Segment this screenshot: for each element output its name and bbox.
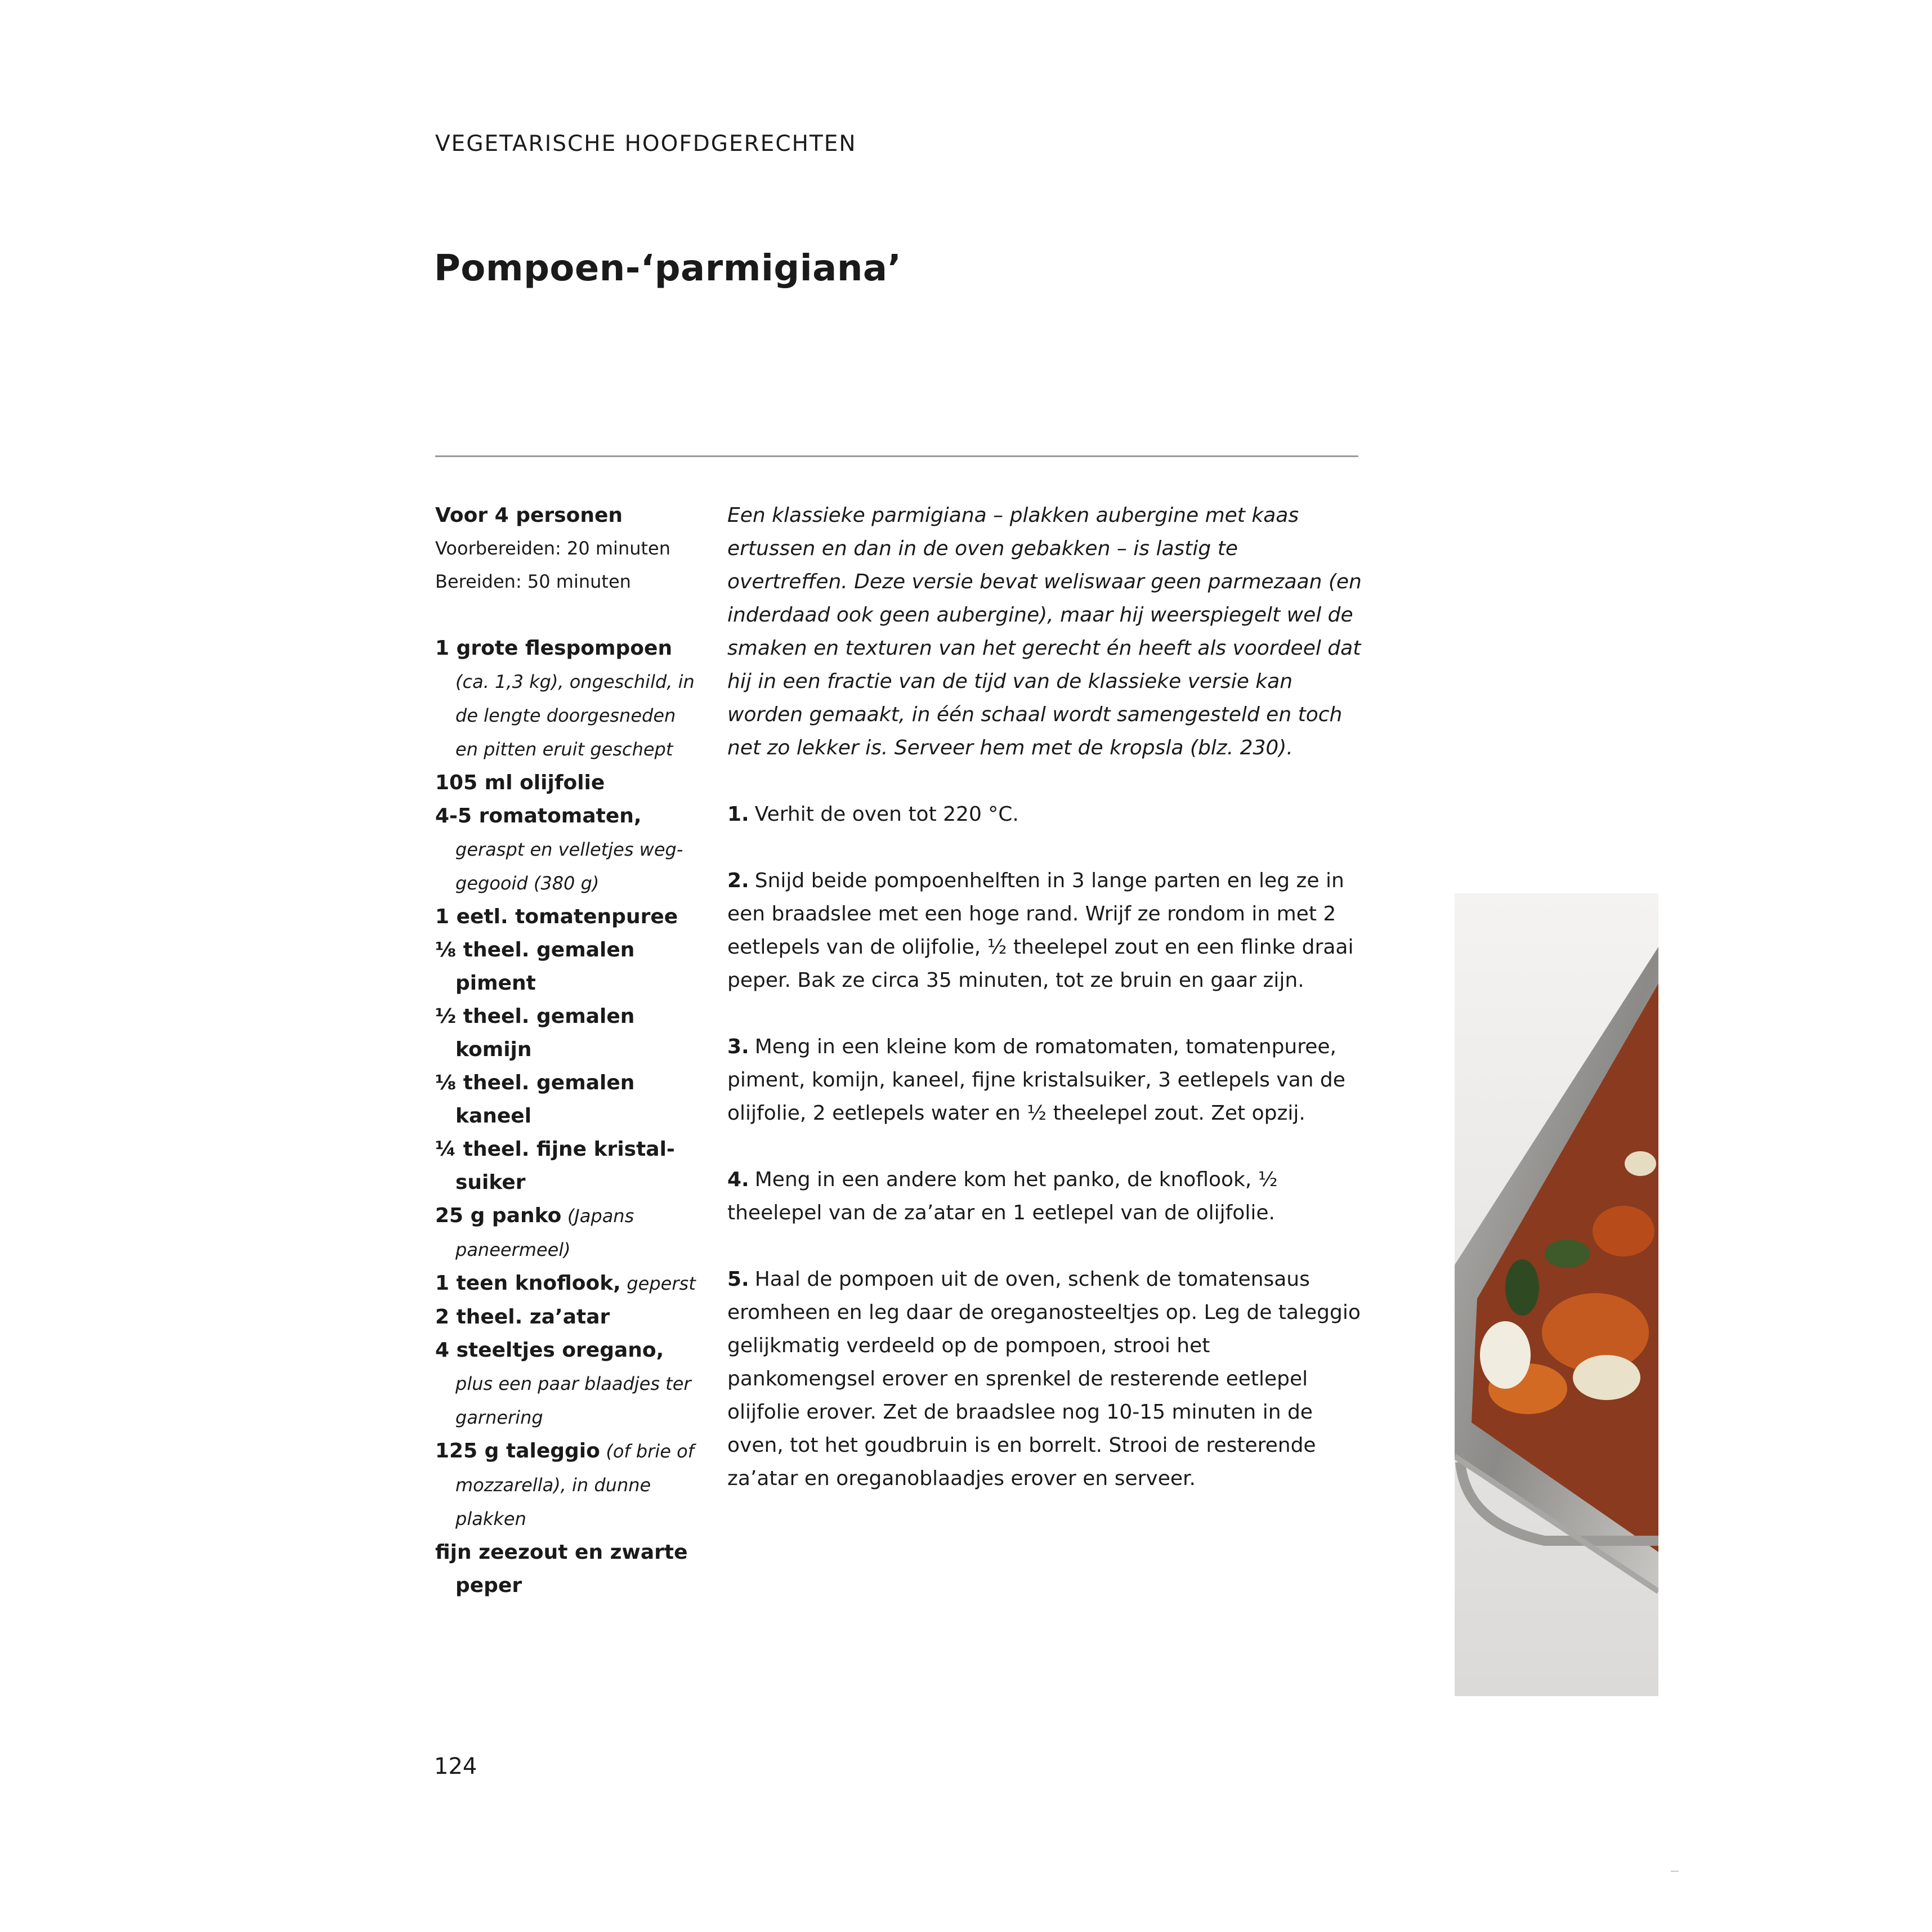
ingredient-item [435, 1133, 700, 1199]
servings: Voor 4 personen [435, 504, 623, 527]
ingredient-name: 1 grote flespompoen [435, 637, 673, 660]
ingredient-item [435, 1334, 700, 1434]
ingredient-name: 1 teen knoflook, [435, 1272, 621, 1295]
prep-time: Voorbereiden: 20 minuten [435, 538, 671, 559]
spacer [435, 598, 700, 632]
ingredient-name: ¼ theel. fijne kristal-suiker [435, 1138, 675, 1194]
ingredient-note: geraspt en velletjes weg-gegooid (380 g) [455, 839, 683, 894]
corner-mark [1671, 1871, 1679, 1872]
ingredient-name: ⅛ theel. gemalen kaneel [435, 1071, 635, 1128]
intro-text: Een klassieke parmigiana – plakken aubergine met kaas ertussen en dan in de oven gebakken – is lastig te overtreffen. Deze versie bevat weliswaar geen parmezaan (en inderdaad ook geen aubergine), maar hij weerspiegelt wel de smaken en texturen van het gerecht én heeft als voordeel dat hij in een fractie van de tijd van de klassieke versie kan worden gemaakt, in één schaal wordt samengesteld en toch net zo lekker is. Serveer hem met de kropsla (blz. 230). [727, 504, 1362, 759]
step-list [727, 798, 1363, 1495]
ingredient-name: fijn zeezout en zwarte peper [435, 1541, 688, 1597]
ingredient-note: (Japans paneermeel) [455, 1205, 634, 1260]
step-number: 3. [727, 1035, 749, 1058]
ingredient-item [435, 1267, 700, 1300]
ingredient-item [435, 766, 700, 799]
step-number: 2. [727, 869, 749, 892]
ingredient-list [435, 632, 700, 1602]
ingredient-note: (of brie of mozzarella), in dunne plakken [455, 1441, 694, 1530]
ingredient-name: 105 ml olijfolie [435, 771, 605, 794]
ingredient-name: ½ theel. gemalen komijn [435, 1005, 635, 1061]
cook-time: Bereiden: 50 minuten [435, 571, 631, 592]
ingredient-item [435, 1300, 700, 1334]
method-step [727, 1263, 1363, 1495]
step-text: Meng in een kleine kom de romatomaten, tomatenpuree, piment, komijn, kaneel, fijne kristalsuiker, 3 eetlepels van de olijfolie, 2 eetlepels water en ½ theelepel zout. Zet opzij. [727, 1035, 1345, 1125]
divider [435, 455, 1358, 457]
ingredient-name: 25 g panko [435, 1204, 562, 1227]
step-text: Haal de pompoen uit de oven, schenk de tomatensaus eromheen en leg daar de oreganosteeltjes op. Leg de taleggio gelijkmatig verdeeld op de pompoen, strooi het pankomengsel erover en sprenkel de resterende eetlepel olijfolie erover. Zet de braadslee nog 10-15 minuten in de oven, tot het goudbruin is en borrelt. Strooi de resterende za’atar en oreganoblaadjes erover en serveer. [727, 1268, 1361, 1490]
recipe-sidebar [435, 499, 700, 1602]
ingredient-item [435, 1536, 700, 1602]
method-step [727, 798, 1363, 831]
ingredient-name: 125 g taleggio [435, 1439, 600, 1463]
method-column [727, 499, 1363, 1528]
page-number: 124 [434, 1754, 477, 1779]
ingredient-note: geperst [627, 1273, 696, 1294]
ingredient-name: 1 eetl. tomatenpuree [435, 905, 678, 928]
ingredient-item [435, 1199, 700, 1267]
ingredient-item [435, 900, 700, 933]
ingredient-item [435, 799, 700, 900]
method-step [727, 1030, 1363, 1130]
method-step [727, 1163, 1363, 1229]
ingredient-item [435, 1066, 700, 1133]
step-number: 5. [727, 1268, 749, 1291]
ingredient-item [435, 933, 700, 1000]
ingredient-name: 4-5 romatomaten, [435, 804, 642, 828]
roasting-pan-illustration [1455, 893, 1658, 1696]
ingredient-item [435, 1000, 700, 1066]
ingredient-name: 4 steeltjes oregano, [435, 1339, 664, 1362]
section-heading: VEGETARISCHE HOOFDGERECHTEN [435, 131, 857, 156]
ingredient-name: 2 theel. za’atar [435, 1305, 610, 1329]
step-text: Meng in een andere kom het panko, de knoflook, ½ theelepel van de za’atar en 1 eetlepel van de olijfolie. [727, 1168, 1278, 1224]
recipe-title: Pompoen-‘parmigiana’ [434, 248, 902, 289]
method-step [727, 864, 1363, 997]
ingredient-name: ⅛ theel. gemalen piment [435, 938, 635, 995]
step-number: 1. [727, 803, 749, 826]
ingredient-item [435, 1434, 700, 1536]
ingredient-note: plus een paar blaadjes ter garnering [455, 1373, 691, 1428]
dish-photo [1455, 893, 1658, 1696]
step-number: 4. [727, 1168, 749, 1191]
ingredient-item [435, 632, 700, 766]
step-text: Snijd beide pompoenhelften in 3 lange parten en leg ze in een braadslee met een hoge rand. Wrijf ze rondom in met 2 eetlepels van de olijfolie, ½ theelepel zout en een flinke draai peper. Bak ze circa 35 minuten, tot ze bruin en gaar zijn. [727, 869, 1354, 992]
step-text: Verhit de oven tot 220 °C. [754, 803, 1019, 826]
ingredient-note: (ca. 1,3 kg), ongeschild, in de lengte doorgesneden en pitten eruit geschept [455, 671, 695, 760]
